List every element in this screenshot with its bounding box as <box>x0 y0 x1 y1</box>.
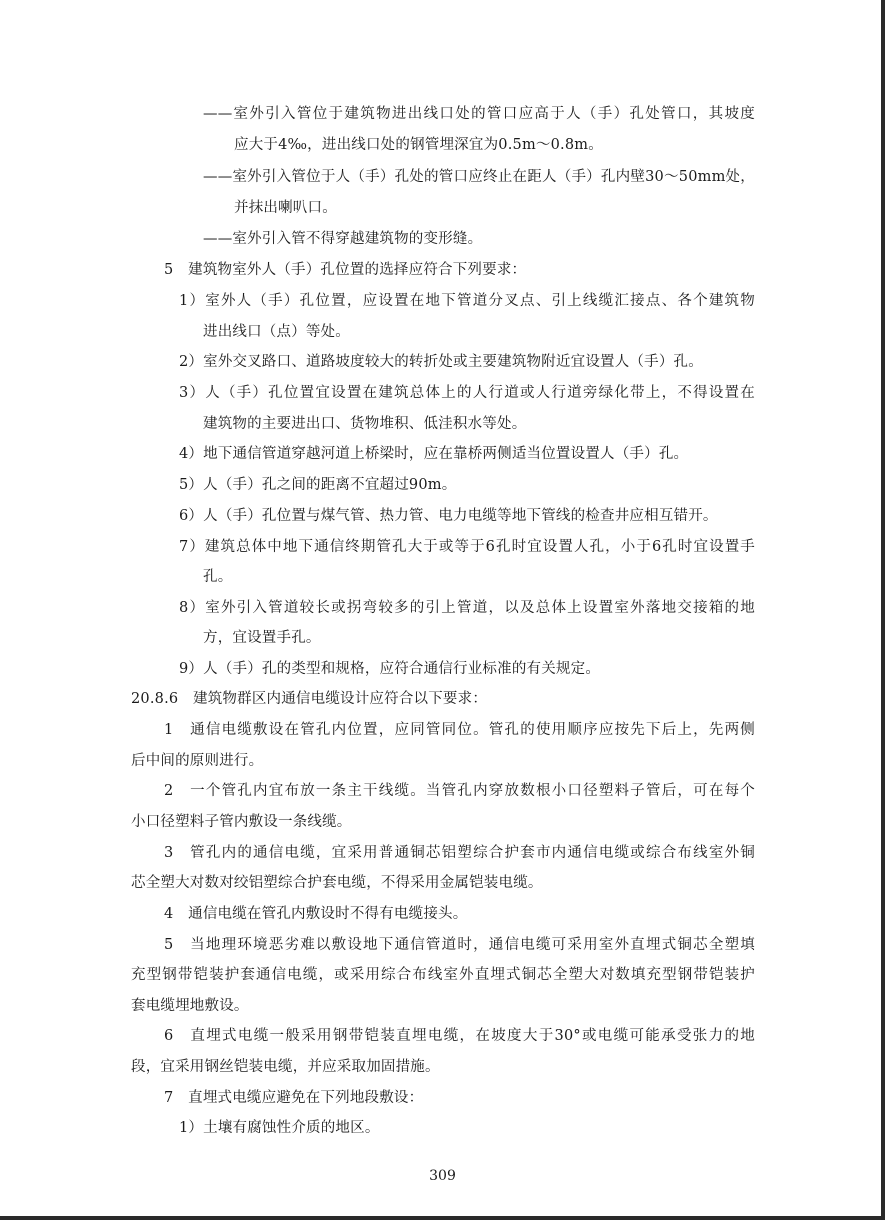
text-line: 建筑物的主要进出口、货物堆积、低洼积水等处。 <box>203 416 527 432</box>
list-item: 1）室外人（手）孔位置，应设置在地下管道分叉点、引上线缆汇接点、各个建筑物 <box>179 293 755 309</box>
clause-text: 5 当地理环境恶劣难以敷设地下通信管道时，通信电缆可采用室外直埋式铜芯全塑填 <box>164 937 755 953</box>
text-line: 小口径塑料子管内敷设一条线缆。 <box>131 814 352 830</box>
text-line: 段，宜采用钢丝铠装电缆，并应采取加固措施。 <box>131 1059 440 1075</box>
text-line: ——室外引入管位于人（手）孔处的管口应终止在距人（手）孔内壁30～50mm处， <box>203 169 755 185</box>
clause-text: 2 一个管孔内宜布放一条主干线缆。当管孔内穿放数根小口径塑料子管后，可在每个 <box>164 783 755 799</box>
text-line: 应大于4‰，进出线口处的钢管埋深宜为0.5m～0.8m。 <box>234 137 603 153</box>
text-line: ——室外引入管位于建筑物进出线口处的管口应高于人（手）孔处管口，其坡度 <box>203 106 755 122</box>
text-line: 方，宜设置手孔。 <box>203 630 321 646</box>
list-item: 2）室外交叉路口、道路坡度较大的转折处或主要建筑物附近宜设置人（手）孔。 <box>179 354 703 370</box>
list-item: 3）人（手）孔位置宜设置在建筑总体上的人行道或人行道旁绿化带上，不得设置在 <box>179 385 755 401</box>
clause-text: 1 通信电缆敷设在管孔内位置，应同管同位。管孔的使用顺序应按先下后上，先两侧 <box>164 722 755 738</box>
list-item: 8）室外引入管道较长或拐弯较多的引上管道，以及总体上设置室外落地交接箱的地 <box>179 600 755 616</box>
section-heading: 20.8.6 建筑物群区内通信电缆设计应符合以下要求： <box>131 691 488 707</box>
clause-text: 7 直埋式电缆应避免在下列地段敷设： <box>164 1090 424 1106</box>
text-line: 套电缆埋地敷设。 <box>131 998 249 1014</box>
list-item: 1）土壤有腐蚀性介质的地区。 <box>179 1120 380 1136</box>
list-item: 7）建筑总体中地下通信终期管孔大于或等于6孔时宜设置人孔，小于6孔时宜设置手 <box>179 539 755 555</box>
text-line: 并抹出喇叭口。 <box>234 200 337 216</box>
clause-text: 3 管孔内的通信电缆，宜采用普通铜芯铝塑综合护套市内通信电缆或综合布线室外铜 <box>164 845 755 861</box>
clause-text: 6 直埋式电缆一般采用钢带铠装直埋电缆，在坡度大于30°或电缆可能承受张力的地 <box>164 1028 755 1044</box>
text-line: ——室外引入管不得穿越建筑物的变形缝。 <box>203 231 483 247</box>
list-item: 5）人（手）孔之间的距离不宜超过90m。 <box>179 477 457 493</box>
text-line: 后中间的原则进行。 <box>131 753 264 769</box>
text-line: 充型钢带铠装护套通信电缆，或采用综合布线室外直埋式铜芯全塑大对数填充型钢带铠装护 <box>131 967 755 983</box>
list-item: 9）人（手）孔的类型和规格，应符合通信行业标准的有关规定。 <box>179 661 601 677</box>
clause-heading: 5 建筑物室外人（手）孔位置的选择应符合下列要求： <box>164 262 527 278</box>
clause-text: 4 通信电缆在管孔内敷设时不得有电缆接头。 <box>164 906 468 922</box>
text-line: 孔。 <box>203 569 233 585</box>
list-item: 4）地下通信管道穿越河道上桥梁时，应在靠桥两侧适当位置设置人（手）孔。 <box>179 446 689 462</box>
text-line: 芯全塑大对数对绞铝塑综合护套电缆，不得采用金属铠装电缆。 <box>131 875 543 891</box>
list-item: 6）人（手）孔位置与煤气管、热力管、电力电缆等地下管线的检查井应相互错开。 <box>179 508 718 524</box>
text-line: 进出线口（点）等处。 <box>203 324 350 340</box>
page-number: 309 <box>429 1168 456 1184</box>
